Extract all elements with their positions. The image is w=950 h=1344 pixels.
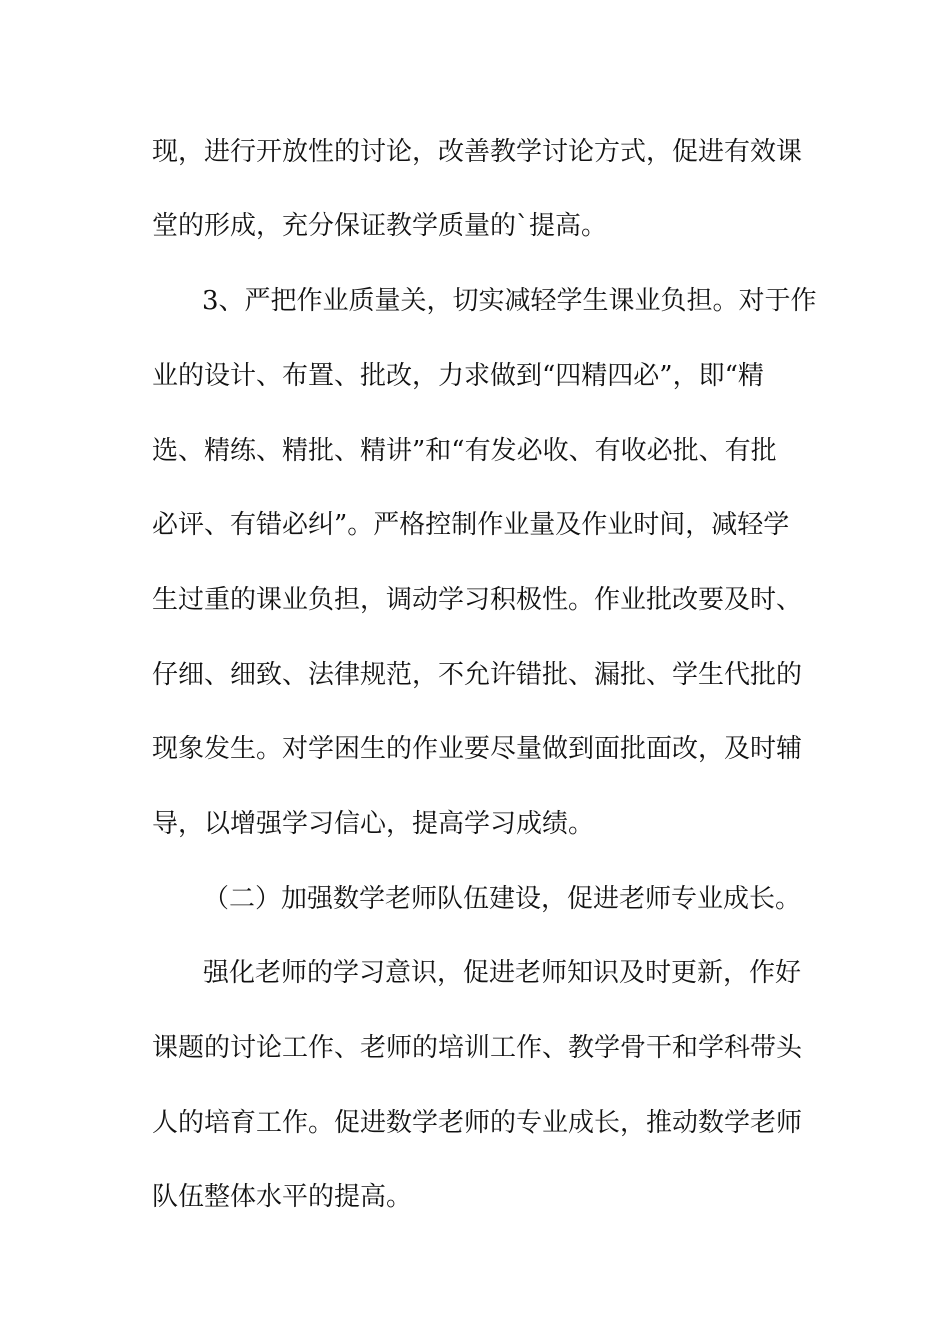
text-line: 仔细、细致、法律规范，不允许错批、漏批、学生代批的 (152, 660, 803, 690)
text-line: 必评、有错必纠”。严格控制作业量及作业时间，减轻学 (152, 510, 790, 540)
text-line: 选、精练、精批、精讲”和“有发必收、有收必批、有批 (152, 436, 777, 466)
text-line: 现，进行开放性的讨论，改善教学讨论方式，促进有效课 (152, 137, 803, 167)
text-line: 3、严把作业质量关，切实减轻学生课业负担。对于作 (202, 286, 817, 316)
section-heading: （二）加强数学老师队伍建设，促进老师专业成长。 (203, 884, 802, 914)
text-line: 强化老师的学习意识，促进老师知识及时更新，作好 (203, 958, 802, 988)
text-line: 业的设计、布置、批改，力求做到“四精四必”，即“精 (152, 361, 764, 391)
text-line: 导，以增强学习信心，提高学习成绩。 (152, 809, 595, 839)
text-line: 现象发生。对学困生的作业要尽量做到面批面改，及时辅 (152, 734, 803, 764)
text-line: 课题的讨论工作、老师的培训工作、教学骨干和学科带头 (152, 1033, 803, 1063)
text-line: 人的培育工作。促进数学老师的专业成长，推动数学老师 (152, 1108, 803, 1138)
text-line: 生过重的课业负担，调动学习积极性。作业批改要及时、 (152, 585, 803, 615)
text-line: 队伍整体水平的提高。 (152, 1182, 413, 1212)
text-line: 堂的形成，充分保证教学质量的`提高。 (152, 211, 608, 241)
